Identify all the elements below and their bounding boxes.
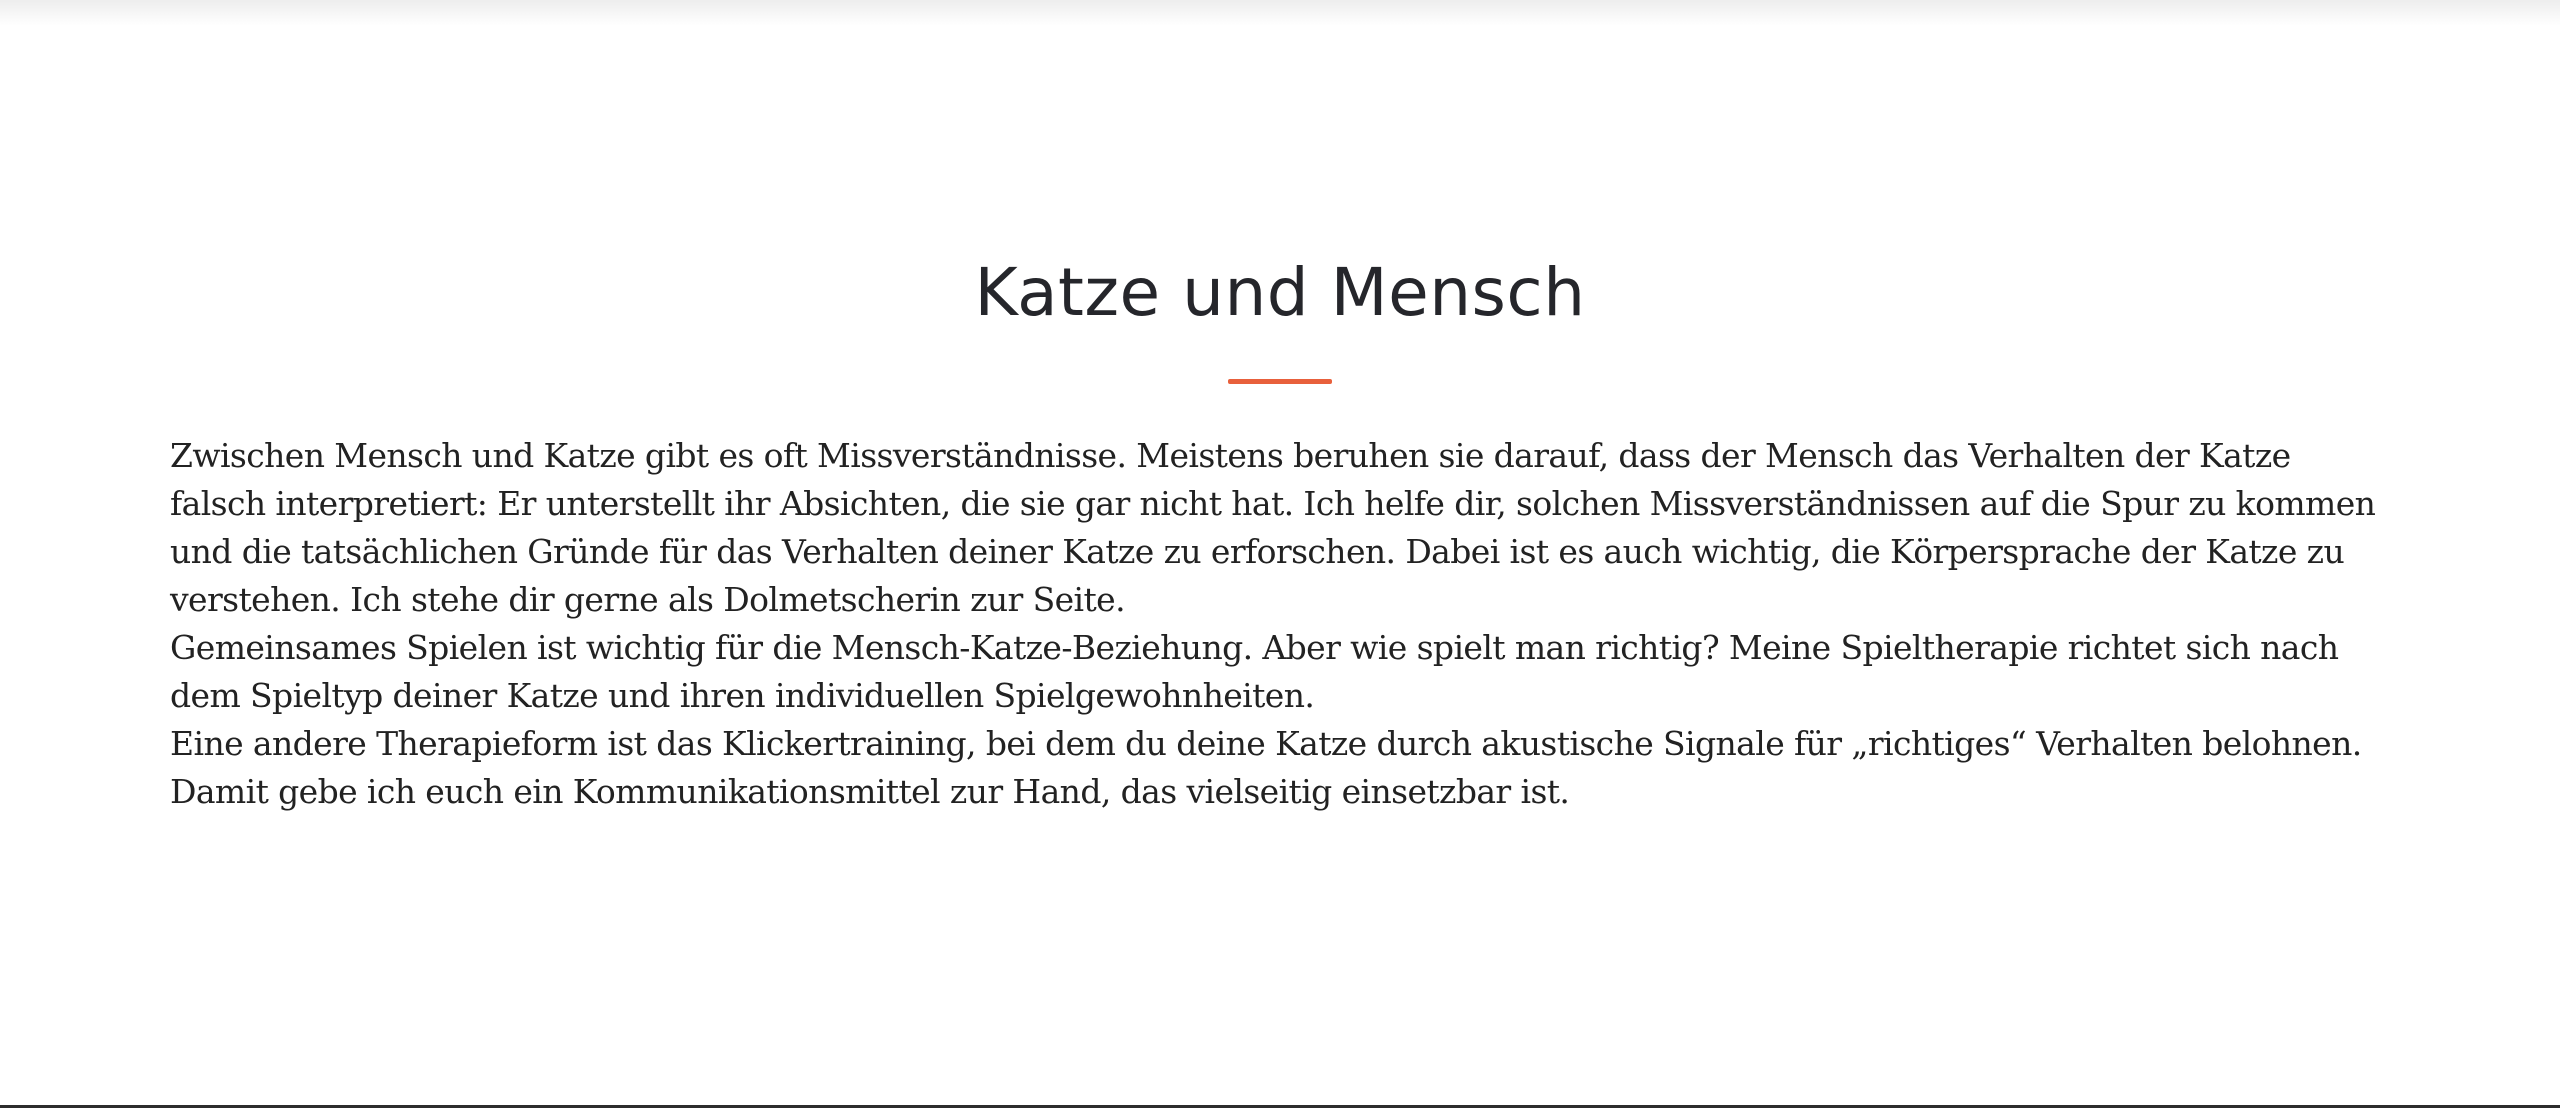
- paragraph-missverstaendnisse: Zwischen Mensch und Katze gibt es oft Missverständnisse. Meistens beruhen sie darauf, dass der Mensch das Verhalten der Katze falsch interpretiert: Er unterstellt ihr Absichten, die sie gar nicht hat. Ich helfe dir, solchen Missverständnissen auf die Spur zu kommen und die tatsächlichen Gründe für das Verhalten deiner Katze zu erforschen. Dabei ist es auch wichtig, die Körpersprache der Katze zu verstehen. Ich stehe dir gerne als Dolmetscherin zur Seite.: [170, 436, 2376, 619]
- section-title: Katze und Mensch: [974, 254, 1586, 331]
- paragraph-spieltherapie: Gemeinsames Spielen ist wichtig für die Mensch-Katze-Beziehung. Aber wie spielt man richtig? Meine Spieltherapie richtet sich nach dem Spieltyp deiner Katze und ihren individuellen Spielgewohnheiten.: [170, 628, 2339, 715]
- paragraph-klickertraining: Eine andere Therapieform ist das Klickertraining, bei dem du deine Katze durch akustische Signale für „richtiges“ Verhalten belohnen. Damit gebe ich euch ein Kommunikationsmittel zur Hand, das vielseitig einsetzbar ist.: [170, 724, 2362, 811]
- title-divider: [1228, 379, 1332, 384]
- section-content: [170, 432, 2392, 816]
